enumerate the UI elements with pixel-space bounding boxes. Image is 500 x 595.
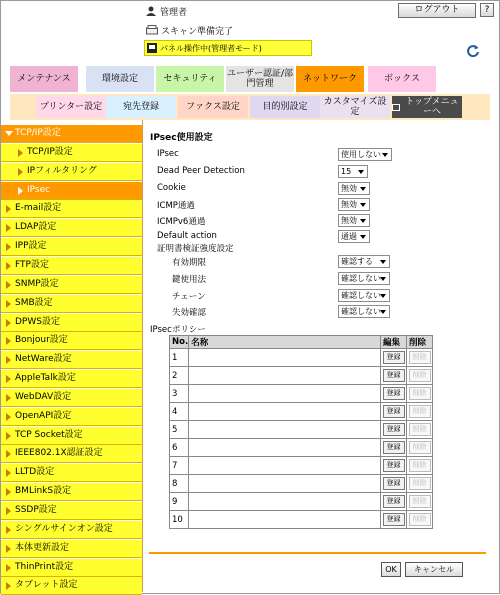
register-button[interactable]: 登録	[383, 423, 405, 436]
subtab-top-menu[interactable]	[392, 96, 462, 118]
setting-select-value: 無効	[341, 184, 357, 193]
subtab-fax[interactable]	[178, 96, 248, 118]
sidebar-item-tcpip-head[interactable]: TCP/IP設定	[1, 125, 142, 143]
user-label: 管理者	[160, 8, 188, 18]
setting-select-value: 確認しない	[341, 274, 381, 283]
cancel-button[interactable]: キャンセル	[405, 562, 463, 577]
setting-label: Default action	[157, 231, 217, 241]
chevron-down-icon	[380, 277, 386, 281]
policy-delete-cell	[407, 511, 433, 529]
sidebar	[1, 125, 142, 591]
policy-name	[189, 421, 381, 439]
setting-select-cert-3[interactable]	[338, 305, 390, 318]
sidebar-item-4[interactable]: SNMP設定	[1, 276, 142, 294]
setting-select-cert-2[interactable]	[338, 289, 390, 302]
policy-edit-cell	[381, 439, 407, 457]
chevron-down-icon	[382, 153, 388, 157]
setting-label: 失効確認	[172, 308, 207, 318]
register-button[interactable]: 登録	[383, 369, 405, 382]
setting-select-5[interactable]	[338, 230, 370, 243]
delete-button: 削除	[409, 477, 431, 490]
subtab-label: カスタマイズ設定	[323, 97, 387, 117]
sidebar-item-1[interactable]: LDAP設定	[1, 219, 142, 237]
delete-button: 削除	[409, 459, 431, 472]
policy-edit-cell	[381, 475, 407, 493]
setting-select-value: 確認する	[341, 257, 373, 266]
setting-select-value: 無効	[341, 216, 357, 225]
setting-select-value: 15	[341, 167, 352, 176]
subtab-label: トップメニューへ	[405, 97, 459, 117]
table-row	[170, 457, 433, 475]
policy-edit-cell	[381, 385, 407, 403]
policy-delete-cell	[407, 367, 433, 385]
policy-name	[189, 457, 381, 475]
subtab-address[interactable]	[106, 96, 176, 118]
delete-button: 削除	[409, 495, 431, 508]
table-row	[170, 475, 433, 493]
sidebar-item-18[interactable]: 本体更新設定	[1, 540, 142, 558]
delete-button: 削除	[409, 441, 431, 454]
sidebar-item-20[interactable]: タブレット設定	[1, 577, 142, 595]
sidebar-item-2[interactable]: IPP設定	[1, 238, 142, 256]
table-row	[170, 439, 433, 457]
delete-button: 削除	[409, 387, 431, 400]
table-row	[170, 385, 433, 403]
sidebar-item-8[interactable]: NetWare設定	[1, 351, 142, 369]
register-button[interactable]: 登録	[383, 477, 405, 490]
chevron-down-icon	[360, 219, 366, 223]
help-button[interactable]: ?	[480, 3, 494, 17]
policy-edit-cell	[381, 349, 407, 367]
policy-no: 5	[170, 421, 189, 439]
panel-status-text: パネル操作中(管理者モード)	[160, 44, 262, 53]
setting-label: ICMP通過	[157, 201, 195, 211]
policy-table	[169, 335, 433, 529]
scan-status: スキャン準備完了	[161, 27, 234, 37]
ok-button[interactable]: OK	[381, 562, 401, 577]
section-title: IPsec使用設定	[150, 133, 213, 143]
setting-select-value: 通過	[341, 232, 357, 241]
delete-button: 削除	[409, 513, 431, 526]
tab-label: ネットワーク	[302, 74, 357, 84]
policy-no: 1	[170, 349, 189, 367]
policy-name	[189, 403, 381, 421]
col-name: 名称	[189, 336, 381, 349]
delete-button: 削除	[409, 405, 431, 418]
register-button[interactable]: 登録	[383, 441, 405, 454]
policy-edit-cell	[381, 421, 407, 439]
register-button[interactable]: 登録	[383, 351, 405, 364]
col-edit: 編集	[381, 336, 407, 349]
scanner-icon	[146, 25, 158, 35]
sidebar-subitem-1[interactable]: IPフィルタリング	[1, 163, 142, 181]
register-button[interactable]: 登録	[383, 459, 405, 472]
table-row	[170, 367, 433, 385]
subtab-label: プリンター設定	[39, 102, 103, 112]
col-no: No.	[170, 336, 189, 349]
sidebar-item-0[interactable]: E-mail設定	[1, 200, 142, 218]
policy-no: 8	[170, 475, 189, 493]
setting-select-value: 確認しない	[341, 291, 381, 300]
policy-no: 4	[170, 403, 189, 421]
tab-user-auth[interactable]	[226, 66, 294, 92]
policy-edit-cell	[381, 367, 407, 385]
setting-label: Cookie	[157, 183, 186, 193]
setting-label: ICMPv6通過	[157, 217, 206, 227]
policy-no: 7	[170, 457, 189, 475]
sidebar-item-11[interactable]: OpenAPI設定	[1, 408, 142, 426]
tab-label: ボックス	[384, 74, 420, 84]
policy-name	[189, 493, 381, 511]
table-row	[170, 421, 433, 439]
policy-delete-cell	[407, 421, 433, 439]
sidebar-item-12[interactable]: TCP Socket設定	[1, 427, 142, 445]
register-button[interactable]: 登録	[383, 495, 405, 508]
subtab-customize[interactable]	[320, 96, 390, 118]
delete-button: 削除	[409, 369, 431, 382]
chevron-down-icon	[380, 294, 386, 298]
chevron-down-icon	[380, 310, 386, 314]
policy-delete-cell	[407, 349, 433, 367]
setting-select-value: 使用しない	[341, 150, 381, 159]
delete-button: 削除	[409, 351, 431, 364]
policy-no: 3	[170, 385, 189, 403]
policy-name	[189, 511, 381, 529]
policy-edit-cell	[381, 511, 407, 529]
subtab-label: ファクス設定	[186, 102, 240, 112]
setting-select-0[interactable]	[338, 148, 392, 161]
policy-name	[189, 349, 381, 367]
policy-delete-cell	[407, 403, 433, 421]
setting-label: チェーン	[172, 292, 206, 302]
col-delete: 削除	[407, 336, 433, 349]
tab-network[interactable]	[296, 66, 364, 92]
chevron-down-icon	[360, 187, 366, 191]
register-button[interactable]: 登録	[383, 405, 405, 418]
subtab-printer[interactable]	[36, 96, 106, 118]
chevron-down-icon	[380, 260, 386, 264]
tab-environment[interactable]	[86, 66, 154, 92]
register-button[interactable]: 登録	[383, 387, 405, 400]
setting-select-cert-0[interactable]	[338, 255, 390, 268]
policy-no: 10	[170, 511, 189, 529]
sidebar-item-7[interactable]: Bonjour設定	[1, 332, 142, 350]
tab-box[interactable]	[368, 66, 436, 92]
policy-name	[189, 439, 381, 457]
policy-no: 6	[170, 439, 189, 457]
setting-select-3[interactable]	[338, 198, 370, 211]
policy-name	[189, 475, 381, 493]
sidebar-item-9[interactable]: AppleTalk設定	[1, 370, 142, 388]
delete-button: 削除	[409, 423, 431, 436]
setting-select-value: 無効	[341, 200, 357, 209]
policy-delete-cell	[407, 439, 433, 457]
panel-lock-icon	[146, 42, 158, 54]
sidebar-item-19[interactable]: ThinPrint設定	[1, 559, 142, 577]
setting-label: IPsec	[157, 149, 179, 159]
table-row	[170, 511, 433, 529]
policy-edit-cell	[381, 403, 407, 421]
tab-label: メンテナンス	[17, 74, 71, 84]
setting-select-cert-1[interactable]	[338, 272, 390, 285]
menu-icon	[392, 104, 400, 111]
setting-select-value: 確認しない	[341, 307, 381, 316]
tab-security[interactable]	[156, 66, 224, 92]
policy-no: 9	[170, 493, 189, 511]
sidebar-subitem-2[interactable]: IPsec	[1, 182, 142, 200]
sidebar-item-15[interactable]: BMLinkS設定	[1, 483, 142, 501]
policy-no: 2	[170, 367, 189, 385]
tab-maintenance[interactable]	[10, 66, 78, 92]
table-row	[170, 493, 433, 511]
subtab-purpose[interactable]	[250, 96, 320, 118]
chevron-down-icon	[360, 235, 366, 239]
sidebar-item-14[interactable]: LLTD設定	[1, 464, 142, 482]
policy-name	[189, 367, 381, 385]
table-row	[170, 349, 433, 367]
sidebar-item-10[interactable]: WebDAV設定	[1, 389, 142, 407]
refresh-icon[interactable]	[466, 44, 480, 58]
tab-label: セキュリティ	[163, 74, 217, 84]
policy-delete-cell	[407, 475, 433, 493]
policy-edit-cell	[381, 493, 407, 511]
setting-label: Dead Peer Detection	[157, 166, 245, 176]
subtab-label: 宛先登録	[122, 102, 159, 112]
sidebar-item-6[interactable]: DPWS設定	[1, 314, 142, 332]
policy-delete-cell	[407, 457, 433, 475]
register-button[interactable]: 登録	[383, 513, 405, 526]
chevron-down-icon	[358, 170, 364, 174]
user-icon	[146, 6, 156, 16]
sidebar-item-13[interactable]: IEEE802.1X認証設定	[1, 445, 142, 463]
policy-edit-cell	[381, 457, 407, 475]
sidebar-item-3[interactable]: FTP設定	[1, 257, 142, 275]
sidebar-item-17[interactable]: シングルサインオン設定	[1, 521, 142, 539]
policy-delete-cell	[407, 493, 433, 511]
table-row	[170, 403, 433, 421]
logout-button[interactable]: ログアウト	[398, 3, 476, 18]
sidebar-item-16[interactable]: SSDP設定	[1, 502, 142, 520]
policy-title: IPsecポリシー	[150, 325, 206, 335]
tab-label: ユーザー認証/部門管理	[226, 69, 294, 89]
cert-section-title: 証明書検証強度設定	[157, 244, 234, 254]
chevron-down-icon	[360, 203, 366, 207]
bottom-divider	[149, 552, 486, 554]
setting-select-2[interactable]	[338, 182, 370, 195]
setting-label: 有効期限	[172, 258, 207, 268]
policy-name	[189, 385, 381, 403]
tab-label: 環境設定	[101, 74, 138, 84]
setting-select-1[interactable]	[338, 165, 368, 178]
subtab-label: 目的別設定	[262, 102, 308, 112]
sidebar-subitem-0[interactable]: TCP/IP設定	[1, 144, 142, 162]
sidebar-divider	[142, 120, 143, 592]
policy-delete-cell	[407, 385, 433, 403]
sidebar-item-5[interactable]: SMB設定	[1, 295, 142, 313]
setting-select-4[interactable]	[338, 214, 370, 227]
setting-label: 鍵使用法	[172, 275, 207, 285]
